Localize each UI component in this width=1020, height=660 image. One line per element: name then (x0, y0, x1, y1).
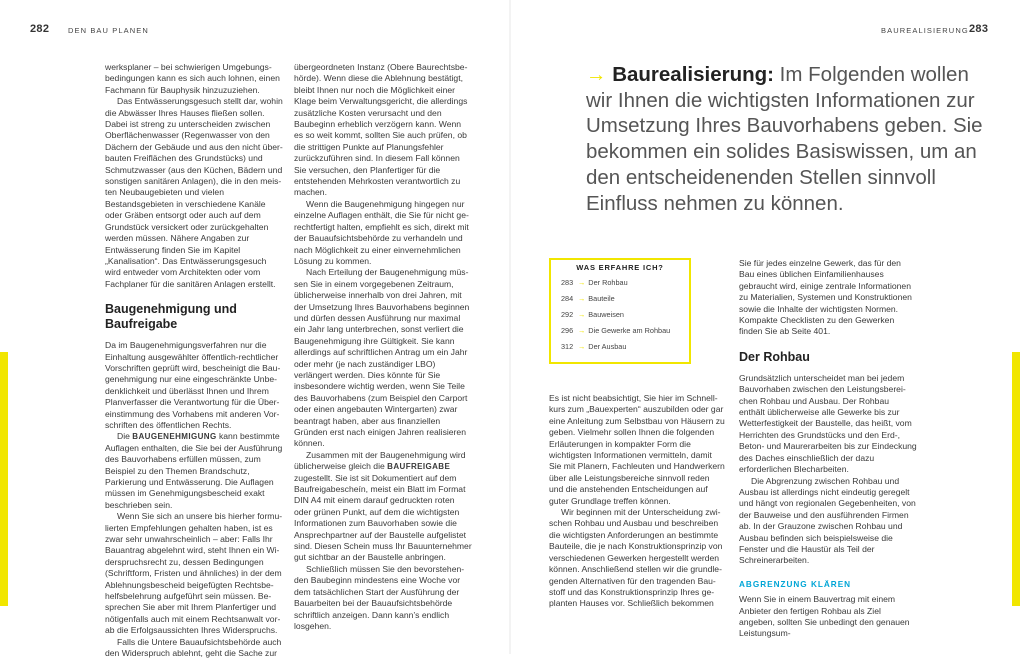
contents-item[interactable] (561, 342, 626, 351)
paragraph: werksplaner – bei schwierigen Umgebungsbedingungen kann es sich auch lohnen, einen Fachmann für Bauphysik hinzuzuziehen. (105, 62, 280, 95)
section-heading: Baugenehmigung und Baufreigabe (105, 302, 237, 332)
left-edge-marker (0, 352, 8, 606)
paragraph: Falls die Untere Bauaufsichtsbehörde auch den Widerspruch ablehnt, geht die Sache zur (105, 636, 282, 659)
paragraph (105, 431, 283, 511)
paragraph: Wir beginnen mit der Unterscheidung zwischen Rohbau und Ausbau und beschreiben die wichtigsten Anforderungen an bestimmte Bauteile, die je nach Konstruktionsprinzip von verschiedenen Gewerken hergestellt werden können. Anschließend stellen wir die grundlegenden Alternativen für den tragenden Baustoff und das Konstruktionsprinzip Ihres geplanten Hauses vor. Schließlich bekommen (549, 507, 723, 609)
contents-label: Bauteile (588, 294, 615, 303)
left-running-header: DEN BAU PLANEN (68, 26, 149, 35)
paragraph (294, 450, 472, 564)
arrow-right-icon: → (578, 294, 586, 303)
contents-label: Der Rohbau (588, 278, 628, 287)
arrow-right-icon: → (578, 342, 586, 351)
intro-text: Im Folgenden wollen wir Ihnen die wichtigsten Informationen zur Umsetzung Ihres Bauvorhabens geben. Sie bekommen ein solides Basiswissen, um an den entscheidenenden Stellen sinnvoll Einfluss nehmen zu können. (586, 63, 983, 215)
right-column-2 (739, 258, 917, 640)
intro-statement (586, 62, 986, 216)
arrow-right-icon: → (578, 310, 586, 319)
paragraph: Sie für jedes einzelne Gewerk, das für den Bau eines üblichen Einfamilienhauses gebraucht wird, einige zentrale Informationen zu Materialien, Systemen und Konstruktionen sowie die Inhalte der wichtigsten Normen. Kompakte Checklisten zu den Gewerken finden Sie ab Seite 401. (739, 258, 912, 337)
contents-item[interactable] (561, 278, 628, 287)
right-column-1 (549, 393, 725, 610)
arrow-right-icon: → (578, 278, 586, 287)
contents-item[interactable] (561, 326, 670, 335)
contents-page: 292 (561, 310, 574, 319)
paragraph: Wenn Sie sich an unsere bis hierher formulierten Empfehlungen gehalten haben, ist es zwar sehr unwahrscheinlich – aber: Falls Ihr Bauantrag abgelehnt wird, steht Ihnen ein Widerspruchsrecht zu, dessen Bedingungen (Schriftform, Fristen und ähnliches) in der dem Ablehnungsbescheid beigefügten Rechtsbehelfsbelehrung aufgeführt sein müssen. Besprechen Sie aber mit Ihrem Planfertiger und nötigenfalls auch mit einem Rechtsanwalt vorab die Erfolgsaussichten Ihres Widerspruchs. (105, 511, 283, 636)
contents-page: 284 (561, 294, 574, 303)
contents-box-title: WAS ERFAHRE ICH? (576, 263, 664, 272)
contents-page: 283 (561, 278, 574, 287)
contents-label: Die Gewerke am Rohbau (588, 326, 671, 335)
contents-label: Der Ausbau (588, 342, 627, 351)
right-page-number: 283 (969, 23, 989, 35)
paragraph: Es ist nicht beabsichtigt, Sie hier im Schnellkurs zum „Bauexperten“ auszubilden oder gar eine Anleitung zum Selbstbau von Häusern zu geben. Vielmehr sollen Ihnen die folgenden Erläuterungen in kompakter Form die wichtigsten Informationen vermitteln, damit Sie mit Planern, Fachleuten und Handwerkern über alle Leistungsbereiche sinnvoll reden und die anstehenden Entscheidungen auf guter Grundlage treffen können. (549, 393, 725, 506)
text-run: zugestellt. Sie ist sit Dokumentiert auf dem Baufreigabescheín, meist ein Blatt im Format DIN A4 mit einem darauf gedruckten roten oder grünen Punkt, auf dem die wichtigsten Informationen zum Bauvorhaben sowie die Ansprechpartner auf der Baustelle aufgelistet sind. Diesen Schein muss Ihr Bauunternehmer gut sichtbar an der Baustelle anbringen. (294, 472, 472, 563)
arrow-right-icon: → (586, 63, 607, 86)
text-run: Zusammen mit der Baugenehmigung wird üblicherweise gleich die (294, 449, 466, 472)
paragraph: Wenn die Baugenehmigung hingegen nur einzelne Auflagen enthält, die Sie für nicht gerechtfertigt halten, empfiehlt es sich, direkt mit der Bauaufsichtsbehörde zu verhandeln und nach Möglichkeit zu einer einvernehmlichen Lösung zu kommen. (294, 198, 469, 266)
text-run: Die (117, 431, 133, 442)
paragraph: Da im Baugenehmigungsverfahren nur die Einhaltung ausgewählter öffentlich-rechtlicher Vorschriften geprüft wird, bescheinigt die Baugenehmigung nur eine eingeschränkte Unbedenklichkeit und überlässt Ihnen und Ihrem Planverfasser die Verantwortung für die Übereinstimmung des Vorhabens mit anderen Vorschriften des öffentlichen Rechts. (105, 340, 281, 430)
subheading: ABGRENZUNG KLÄREN (739, 579, 852, 589)
intro-lead: Baurealisierung: (612, 63, 774, 86)
contents-item[interactable] (561, 310, 624, 319)
emphasis-term: BAUFREIGABE (387, 462, 451, 472)
right-running-header: BAUREALISIERUNG (881, 26, 969, 35)
emphasis-term: BAUGENEHMIGUNG (132, 432, 217, 442)
page-gutter (509, 0, 511, 654)
contents-box (549, 258, 691, 364)
arrow-right-icon: → (578, 326, 586, 335)
paragraph: Wenn Sie in einem Bauvertrag mit einem Anbieter den fertigen Rohbau als Ziel angeben, sollten Sie unbedingt den genauen Leistungsum- (739, 594, 910, 639)
contents-page: 296 (561, 326, 574, 335)
left-column-2 (294, 62, 472, 632)
left-page-number: 282 (30, 23, 50, 35)
contents-page: 312 (561, 342, 574, 351)
paragraph: übergeordneten Instanz (Obere Baurechtsbehörde). Wenn diese die Ablehnung bestätigt, bleibt Ihnen nur noch die Möglichkeit einer Klage beim Verwaltungsgericht, die allerdings zusätzliche Kosten verursacht und den Baubeginn erheblich verzögern kann. Wenn es so weit kommt, sollten Sie auch prüfen, ob die strittigen Punkte auf Planungsfehler zurückzuführen sind. In diesem Fall können Sie versuchen, den Planfertiger für die entstehenden Mehrkosten verantwortlich zu machen. (294, 62, 468, 198)
contents-label: Bauweisen (588, 310, 624, 319)
paragraph: Schließlich müssen Sie den bevorstehenden Baubeginn mindestens eine Woche vor dem tatsächlichen Start der Ausführung der Bauarbeiten bei der Bauaufsichtsbehörde schriftlich anzeigen. Dann kann’s endlich losgehen. (294, 563, 465, 631)
left-column-1 (105, 62, 283, 660)
right-edge-marker (1012, 352, 1020, 606)
paragraph: Grundsätzlich unterscheidet man bei jedem Bauvorhaben zwischen den Leistungsbereichen Rohbau und Ausbau. Der Rohbau enthält üblicherweise alle Gewerke bis zur Wetterfestigkeit der Baustelle, das heißt, vom Herrichten des Grundstücks und den Erd-, Beton- und Maurerarbeiten bis zur Eindeckung des Daches einschließlich der dazu erforderlichen Blecharbeiten. (739, 372, 917, 475)
text-run: kann bestimmte Auflagen enthalten, die Sie bei der Ausführung des Bauvorhabens erfüllen müssen, zum Beispiel zu den Themen Brandschutz, Parkierung und Entwässerung. Die Auflagen müssen im Genehmigungsbescheid exakt beschrieben sein. (105, 431, 283, 510)
paragraph: Nach Erteilung der Baugenehmigung müssen Sie in einem vorgegebenen Zeitraum, üblicherweise innerhalb von drei Jahren, mit der Umsetzung Ihres Bauvorhabens beginnen und dürfen dessen Ausführung nur maximal ein Jahr lang unterbrechen, sonst verliert die Baugenehmigung ihre Gültigkeit. Sie kann allerdings auf schriftlichen Antrag um ein Jahr oder mehr (je nach zuständiger LBO) verlängert werden. Dies könnte für Sie insbesondere wichtig werden, wenn Sie Teile des Bauvorhabens (zum Beispiel den Carport oder einen angebauten Wintergarten) zwar beantragt haben, aber aus finanziellen Gründen erst nach einigen Jahren realisieren können. (294, 267, 470, 449)
paragraph: Das Entwässerungsgesuch stellt dar, wohin die Abwässer Ihres Hauses fließen sollen. Dabei ist streng zu unterscheiden zwischen Oberflächenwasser (Regenwasser von den Dächern der Gebäude und aus den nicht überbauten Freiflächen des Grundstücks) und Schmutzwasser (aus den Küchen, Bädern und sonstigen sanitären Anlagen), die in den meisten Neubaugebieten und vielen Bestandsgebieten in verschiedene Kanäle oder Gräben entsorgt oder auch auf dem Grundstück versickert oder zurückgehalten werden müssen. Nähere Angaben zur Entwässerung finden Sie im Kapitel „Kanalisation“. Das Entwässerungsgesuch wird entweder vom Architekten oder vom Fachplaner für die sanitären Anlagen erstellt. (105, 96, 283, 289)
paragraph: Die Abgrenzung zwischen Rohbau und Ausbau ist allerdings nicht eindeutig geregelt und hängt von regionalen Gegebenheiten, von der Bauweise und den ausführenden Firmen ab. In der Grauzone zwischen Rohbau und Ausbau befinden sich beispielsweise die Fenster und die Haustür als Teil der Schreinerarbeiten. (739, 475, 916, 566)
section-heading: Der Rohbau (739, 349, 810, 364)
contents-item[interactable] (561, 294, 615, 303)
